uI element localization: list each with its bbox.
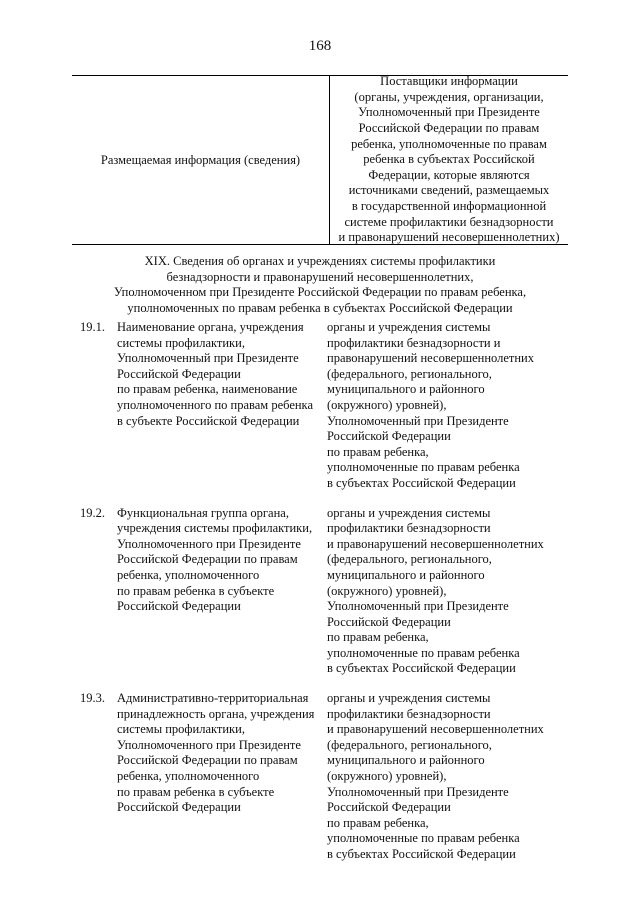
row-providers-line: органы и учреждения системы bbox=[327, 505, 491, 520]
section-title-line: безнадзорности и правонарушений несовершеннолетних, bbox=[166, 269, 474, 284]
table-row bbox=[80, 691, 570, 863]
table-row bbox=[80, 506, 570, 678]
section-title-line: XIX. Сведения об органах и учреждениях системы профилактики bbox=[144, 254, 496, 268]
row-providers-line: Российской Федерации bbox=[327, 614, 451, 629]
row-providers-line: (окружного) уровней), bbox=[327, 583, 447, 598]
row-info-name-line: Функциональная группа органа, bbox=[117, 505, 289, 520]
table-body bbox=[80, 320, 570, 877]
row-info-name-line: Российской Федерации bbox=[117, 366, 241, 381]
row-info-name bbox=[117, 691, 327, 863]
row-info-name-line: системы профилактики, bbox=[117, 722, 245, 737]
header-providers-line: (органы, учреждения, организации, bbox=[354, 89, 544, 104]
header-providers-line: Федерации, которые являются bbox=[368, 167, 530, 182]
row-number: 19.2. bbox=[80, 505, 105, 520]
header-providers-line: ребенка в субъектах Российской bbox=[363, 152, 535, 167]
header-providers-text bbox=[339, 74, 560, 246]
header-providers-line: Поставщики информации bbox=[380, 74, 518, 89]
row-info-name bbox=[117, 320, 327, 492]
row-info-name-line: по правам ребенка, наименование bbox=[117, 382, 298, 397]
row-info-name-line: по правам ребенка в субъекте bbox=[117, 583, 275, 598]
header-providers-line: источниками сведений, размещаемых bbox=[348, 183, 550, 198]
section-title bbox=[72, 254, 568, 316]
row-providers-line: органы и учреждения системы bbox=[327, 691, 491, 706]
row-info-name-line: Уполномоченный при Президенте bbox=[117, 351, 299, 366]
row-info-name-line: Российской Федерации по правам bbox=[117, 552, 298, 567]
row-providers-line: правонарушений несовершеннолетних bbox=[327, 351, 534, 366]
header-info-column: Размещаемая информация (сведения) bbox=[72, 76, 330, 244]
row-info-name-line: учреждения системы профилактики, bbox=[117, 521, 313, 536]
row-providers-line: (окружного) уровней), bbox=[327, 769, 447, 784]
row-providers-line: профилактики безнадзорности и bbox=[327, 335, 501, 350]
row-providers-line: в субъектах Российской Федерации bbox=[327, 847, 516, 861]
section-title-line: уполномоченных по правам ребенка в субъектах Российской Федерации bbox=[127, 300, 513, 315]
row-providers bbox=[327, 506, 570, 678]
row-providers-line: (федерального, регионального, bbox=[327, 366, 492, 381]
row-providers-line: Уполномоченный при Президенте bbox=[327, 413, 509, 428]
row-providers-line: в субъектах Российской Федерации bbox=[327, 475, 516, 490]
row-providers-line: по правам ребенка, bbox=[327, 444, 429, 459]
row-providers-line: муниципального и районного bbox=[327, 753, 485, 768]
row-providers bbox=[327, 320, 570, 492]
row-providers-line: Уполномоченный при Президенте bbox=[327, 784, 509, 799]
row-providers-line: Российской Федерации bbox=[327, 429, 451, 444]
row-providers-line: (федерального, регионального, bbox=[327, 552, 492, 567]
header-providers-line: в государственной информационной bbox=[351, 198, 547, 213]
row-info-name-line: по правам ребенка в субъекте bbox=[117, 784, 275, 799]
row-providers-line: и правонарушений несовершеннолетних bbox=[327, 722, 544, 737]
section-title-line: Уполномоченном при Президенте Российской Федерации по правам ребенка, bbox=[113, 285, 527, 300]
header-providers-line: ребенка, уполномоченные по правам bbox=[351, 136, 547, 151]
row-info-name-line: Российской Федерации bbox=[117, 599, 241, 614]
page-number: 168 bbox=[308, 38, 332, 54]
row-info-name-line: Наименование органа, учреждения bbox=[117, 320, 304, 334]
row-info-name-line: Российской Федерации по правам bbox=[117, 753, 298, 768]
table-row bbox=[80, 320, 570, 492]
row-providers-line: и правонарушений несовершеннолетних bbox=[327, 536, 544, 551]
row-providers-line: по правам ребенка, bbox=[327, 630, 429, 645]
row-providers-line: органы и учреждения системы bbox=[327, 320, 491, 334]
row-info-name-line: принадлежность органа, учреждения bbox=[117, 706, 315, 721]
row-info-name-line: Административно-территориальная bbox=[117, 691, 309, 706]
header-providers-line: системе профилактики безнадзорности bbox=[344, 214, 554, 229]
table-header bbox=[72, 75, 568, 245]
row-providers-line: уполномоченные по правам ребенка bbox=[327, 645, 520, 660]
row-info-name-line: ребенка, уполномоченного bbox=[117, 769, 260, 784]
row-number: 19.3. bbox=[80, 691, 105, 706]
row-providers-line: Уполномоченный при Президенте bbox=[327, 599, 509, 614]
row-info-name-line: уполномоченного по правам ребенка bbox=[117, 397, 313, 412]
row-providers bbox=[327, 691, 570, 863]
row-info-name-line: Российской Федерации bbox=[117, 800, 241, 815]
row-providers-line: уполномоченные по правам ребенка bbox=[327, 831, 520, 846]
row-info-name-line: в субъекте Российской Федерации bbox=[117, 413, 300, 428]
row-number: 19.1. bbox=[80, 320, 105, 334]
row-info-name bbox=[117, 506, 327, 678]
header-providers-line: и правонарушений несовершеннолетних) bbox=[338, 230, 560, 245]
row-providers-line: Российской Федерации bbox=[327, 800, 451, 815]
row-info-name-line: Уполномоченного при Президенте bbox=[117, 737, 301, 752]
row-providers-line: по правам ребенка, bbox=[327, 815, 429, 830]
header-providers-column bbox=[330, 76, 568, 244]
row-providers-line: профилактики безнадзорности bbox=[327, 706, 491, 721]
row-providers-line: (федерального, регионального, bbox=[327, 737, 492, 752]
row-info-name-line: Уполномоченного при Президенте bbox=[117, 536, 301, 551]
row-providers-line: уполномоченные по правам ребенка bbox=[327, 460, 520, 475]
row-providers-line: муниципального и районного bbox=[327, 567, 485, 582]
row-providers-line: (окружного) уровней), bbox=[327, 397, 447, 412]
row-providers-line: профилактики безнадзорности bbox=[327, 521, 491, 536]
header-providers-line: Уполномоченный при Президенте bbox=[358, 105, 540, 120]
row-info-name-line: ребенка, уполномоченного bbox=[117, 567, 260, 582]
header-providers-line: Российской Федерации по правам bbox=[358, 121, 540, 136]
row-providers-line: муниципального и районного bbox=[327, 382, 485, 397]
row-providers-line: в субъектах Российской Федерации bbox=[327, 661, 516, 676]
row-info-name-line: системы профилактики, bbox=[117, 335, 245, 350]
